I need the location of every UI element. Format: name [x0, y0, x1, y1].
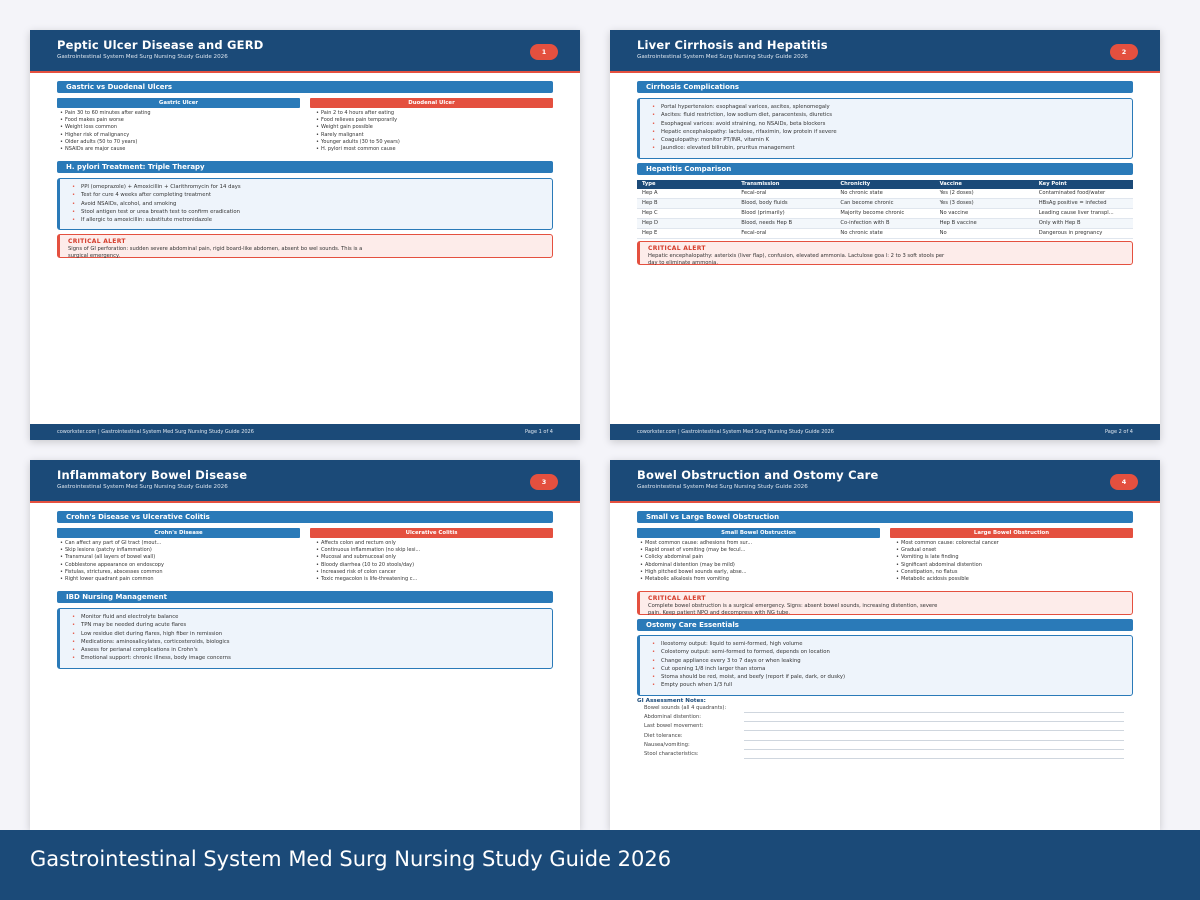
table-cell: Hep C: [637, 209, 736, 219]
table-cell: Dangerous in pregnancy: [1034, 229, 1133, 239]
list-item: • Mucosal and submucosal only: [316, 554, 559, 561]
page-footer: [610, 424, 1160, 440]
list-item: • Higher risk of malignancy: [60, 132, 303, 139]
footer-source: coworkster.com | Gastrointestinal System Med Surg Nursing Study Guide 2026: [637, 429, 834, 435]
table-cell: Yes (2 doses): [935, 189, 1034, 199]
list-item: • Toxic megacolon is life-threatening c...: [316, 576, 559, 583]
assessment-note-field[interactable]: [644, 723, 1124, 732]
list-item: • Constipation, no flatus: [896, 569, 1139, 576]
column-header-gastric: Gastric Ulcer: [57, 98, 300, 108]
list-item: • Colostomy output: semi-formed to formed, depends on location: [652, 648, 1132, 656]
table-cell: Hep D: [637, 219, 736, 229]
page-subtitle: Gastrointestinal System Med Surg Nursing Study Guide 2026: [57, 54, 228, 60]
assessment-note-field[interactable]: [644, 751, 1124, 760]
list-item: • Older adults (50 to 70 years): [60, 139, 303, 146]
note-label: Stool characteristics:: [644, 751, 699, 757]
page-title: Bowel Obstruction and Ostomy Care: [637, 468, 879, 482]
table-cell: Blood (primarily): [736, 209, 835, 219]
column-header-lbo: Large Bowel Obstruction: [890, 528, 1133, 538]
triple-therapy-box: [57, 178, 553, 230]
page-4: [610, 460, 1160, 830]
list-item: • Vomiting is late finding: [896, 554, 1139, 561]
section-heading: H. pylori Treatment: Triple Therapy: [57, 161, 553, 173]
table-row: [637, 219, 1133, 229]
page-header: [30, 30, 580, 73]
sbo-list: [640, 540, 883, 583]
table-cell: No chronic state: [835, 229, 934, 239]
page-header: [610, 460, 1160, 503]
alert-text: Complete bowel obstruction is a surgical emergency. Signs: absent bowel sounds, increasing distention, severe pain. Keep patient NPO and decompress with NG tube.: [648, 603, 938, 616]
list-item: • Pain 30 to 60 minutes after eating: [60, 110, 303, 117]
section-heading: Hepatitis Comparison: [637, 163, 1133, 175]
list-item: • Jaundice: elevated bilirubin, pruritus management: [652, 144, 1132, 152]
list-item: • Significant abdominal distention: [896, 562, 1139, 569]
list-item: • Hepatic encephalopathy: lactulose, rifaximin, low protein if severe: [652, 128, 1132, 136]
list-item: • H. pylori most common cause: [316, 146, 559, 153]
list-item: • Change appliance every 3 to 7 days or when leaking: [652, 657, 1132, 665]
table-cell: Hep A: [637, 189, 736, 199]
critical-alert: [57, 234, 553, 258]
column-header-crohns: Crohn's Disease: [57, 528, 300, 538]
assessment-note-field[interactable]: [644, 742, 1124, 751]
list-item: • Portal hypertension: esophageal varices, ascites, splenomegaly: [652, 103, 1132, 111]
list-item: • Food relieves pain temporarily: [316, 117, 559, 124]
alert-title: CRITICAL ALERT: [68, 238, 126, 245]
list-item: • Medications: aminosalicylates, corticosteroids, biologics: [72, 638, 552, 646]
critical-alert: [637, 241, 1133, 265]
table-cell: Fecal-oral: [736, 229, 835, 239]
column-header: Transmission: [736, 180, 835, 189]
page-footer: [30, 424, 580, 440]
critical-alert: [637, 591, 1133, 615]
duodenal-list: [316, 110, 559, 153]
assessment-note-field[interactable]: [644, 733, 1124, 742]
assessment-notes-title: GI Assessment Notes:: [637, 698, 706, 704]
list-item: • Avoid NSAIDs, alcohol, and smoking: [72, 200, 552, 208]
table-row: [637, 209, 1133, 219]
banner-title: Gastrointestinal System Med Surg Nursing Study Guide 2026: [30, 847, 672, 871]
ibd-management-box: [57, 608, 553, 669]
list-item: • Transmural (all layers of bowel wall): [60, 554, 303, 561]
list-item: • Can affect any part of GI tract (mout...: [60, 540, 303, 547]
footer-page-number: Page 2 of 4: [1104, 429, 1133, 435]
table-cell: Contaminated food/water: [1034, 189, 1133, 199]
list-item: • Colicky abdominal pain: [640, 554, 883, 561]
table-cell: Can become chronic: [835, 199, 934, 209]
assessment-note-field[interactable]: [644, 705, 1124, 714]
page-number-badge: 2: [1110, 44, 1138, 60]
note-label: Abdominal distention:: [644, 714, 701, 720]
list-item: • If allergic to amoxicillin: substitute metronidazole: [72, 216, 552, 224]
list-item: • Rapid onset of vomiting (may be fecul...: [640, 547, 883, 554]
list-item: • Test for cure 4 weeks after completing treatment: [72, 191, 552, 199]
list-item: • Skip lesions (patchy inflammation): [60, 547, 303, 554]
list-item: • Most common cause: adhesions from sur...: [640, 540, 883, 547]
table-cell: Leading cause liver transpl...: [1034, 209, 1133, 219]
list-item: • Monitor fluid and electrolyte balance: [72, 613, 552, 621]
list-item: • Pain 2 to 4 hours after eating: [316, 110, 559, 117]
list-item: • Cobblestone appearance on endoscopy: [60, 562, 303, 569]
table-cell: Yes (3 doses): [935, 199, 1034, 209]
section-heading: Small vs Large Bowel Obstruction: [637, 511, 1133, 523]
note-label: Diet tolerance:: [644, 733, 683, 739]
list-item: • Ascites: fluid restriction, low sodium diet, paracentesis, diuretics: [652, 111, 1132, 119]
list-item: • Empty pouch when 1/3 full: [652, 681, 1132, 689]
list-item: • TPN may be needed during acute flares: [72, 621, 552, 629]
list-item: • Abdominal distention (may be mild): [640, 562, 883, 569]
column-header: Type: [637, 180, 736, 189]
alert-title: CRITICAL ALERT: [648, 595, 706, 602]
column-header: Chronicity: [835, 180, 934, 189]
list-item: • Increased risk of colon cancer: [316, 569, 559, 576]
table-cell: Blood, needs Hep B: [736, 219, 835, 229]
uc-list: [316, 540, 559, 583]
page-3: [30, 460, 580, 830]
page-number-badge: 4: [1110, 474, 1138, 490]
list-item: • Cut opening 1/8 inch larger than stoma: [652, 665, 1132, 673]
write-in-line: [744, 730, 1124, 731]
page-title: Peptic Ulcer Disease and GERD: [57, 38, 264, 52]
list-item: • High pitched bowel sounds early, abse...: [640, 569, 883, 576]
ostomy-care-box: [637, 635, 1133, 696]
page-title: Liver Cirrhosis and Hepatitis: [637, 38, 828, 52]
note-label: Last bowel movement:: [644, 723, 704, 729]
table-cell: No chronic state: [835, 189, 934, 199]
list-item: • Bloody diarrhea (10 to 20 stools/day): [316, 562, 559, 569]
alert-title: CRITICAL ALERT: [648, 245, 706, 252]
hepatitis-table: [637, 180, 1133, 239]
page-1: [30, 30, 580, 440]
list-item: • Assess for perianal complications in Crohn's: [72, 646, 552, 654]
column-header-sbo: Small Bowel Obstruction: [637, 528, 880, 538]
list-item: • Emotional support: chronic illness, body image concerns: [72, 654, 552, 662]
note-label: Nausea/vomiting:: [644, 742, 690, 748]
list-item: • Ileostomy output: liquid to semi-formed, high volume: [652, 640, 1132, 648]
table-cell: Hep E: [637, 229, 736, 239]
list-item: • Affects colon and rectum only: [316, 540, 559, 547]
alert-text: Hepatic encephalopathy: asterixis (liver flap), confusion, elevated ammonia. Lactulose goa l: 2 to 3 soft stools per day to eliminate ammonia.: [648, 253, 945, 266]
write-in-line: [744, 740, 1124, 741]
list-item: • Stoma should be red, moist, and beefy (report if pale, dark, or dusky): [652, 673, 1132, 681]
table-header-row: [637, 180, 1133, 189]
list-item: • Younger adults (30 to 50 years): [316, 139, 559, 146]
list-item: • Weight gain possible: [316, 124, 559, 131]
list-item: • Most common cause: colorectal cancer: [896, 540, 1139, 547]
list-item: • Weight loss common: [60, 124, 303, 131]
table-cell: Majority become chronic: [835, 209, 934, 219]
table-cell: Co-infection with B: [835, 219, 934, 229]
page-header: [30, 460, 580, 503]
section-heading: Crohn's Disease vs Ulcerative Colitis: [57, 511, 553, 523]
list-item: • Rarely malignant: [316, 132, 559, 139]
write-in-line: [744, 712, 1124, 713]
table-row: [637, 229, 1133, 239]
list-item: • Esophageal varices: avoid straining, no NSAIDs, beta blockers: [652, 120, 1132, 128]
section-heading: Gastric vs Duodenal Ulcers: [57, 81, 553, 93]
page-2: [610, 30, 1160, 440]
table-cell: HBsAg positive = infected: [1034, 199, 1133, 209]
page-subtitle: Gastrointestinal System Med Surg Nursing Study Guide 2026: [57, 484, 228, 490]
footer-source: coworkster.com | Gastrointestinal System Med Surg Nursing Study Guide 2026: [57, 429, 254, 435]
list-item: • Metabolic acidosis possible: [896, 576, 1139, 583]
list-item: • Stool antigen test or urea breath test to confirm eradication: [72, 208, 552, 216]
section-heading: Ostomy Care Essentials: [637, 619, 1133, 631]
page-number-badge: 1: [530, 44, 558, 60]
note-label: Bowel sounds (all 4 quadrants):: [644, 705, 727, 711]
page-title: Inflammatory Bowel Disease: [57, 468, 248, 482]
table-cell: Blood, body fluids: [736, 199, 835, 209]
write-in-line: [744, 758, 1124, 759]
list-item: • Fistulas, strictures, abscesses common: [60, 569, 303, 576]
cirrhosis-complications-box: [637, 98, 1133, 159]
table-cell: No: [935, 229, 1034, 239]
write-in-line: [744, 721, 1124, 722]
section-heading: Cirrhosis Complications: [637, 81, 1133, 93]
assessment-note-field[interactable]: [644, 714, 1124, 723]
footer-page-number: Page 1 of 4: [524, 429, 553, 435]
crohns-list: [60, 540, 303, 583]
column-header-uc: Ulcerative Colitis: [310, 528, 553, 538]
list-item: • NSAIDs are major cause: [60, 146, 303, 153]
bottom-banner: [0, 830, 1200, 900]
page-subtitle: Gastrointestinal System Med Surg Nursing Study Guide 2026: [637, 54, 808, 60]
list-item: • PPI (omeprazole) + Amoxicillin + Clarithromycin for 14 days: [72, 183, 552, 191]
table-cell: Hep B: [637, 199, 736, 209]
table-row: [637, 199, 1133, 209]
list-item: • Food makes pain worse: [60, 117, 303, 124]
list-item: • Right lower quadrant pain common: [60, 576, 303, 583]
page-number-badge: 3: [530, 474, 558, 490]
list-item: • Metabolic alkalosis from vomiting: [640, 576, 883, 583]
section-heading: IBD Nursing Management: [57, 591, 553, 603]
column-header: Key Point: [1034, 180, 1133, 189]
column-header-duodenal: Duodenal Ulcer: [310, 98, 553, 108]
alert-text: Signs of GI perforation: sudden severe abdominal pain, rigid board-like abdomen, absent bo wel sounds. This is a surgical emergency.: [68, 246, 363, 259]
list-item: • Gradual onset: [896, 547, 1139, 554]
table-cell: Fecal-oral: [736, 189, 835, 199]
lbo-list: [896, 540, 1139, 583]
page-header: [610, 30, 1160, 73]
gastric-list: [60, 110, 303, 153]
page-subtitle: Gastrointestinal System Med Surg Nursing Study Guide 2026: [637, 484, 808, 490]
table-cell: Only with Hep B: [1034, 219, 1133, 229]
table-cell: No vaccine: [935, 209, 1034, 219]
table-row: [637, 189, 1133, 199]
list-item: • Low residue diet during flares, high fiber in remission: [72, 630, 552, 638]
column-header: Vaccine: [935, 180, 1034, 189]
write-in-line: [744, 749, 1124, 750]
table-cell: Hep B vaccine: [935, 219, 1034, 229]
list-item: • Continuous inflammation (no skip lesi...: [316, 547, 559, 554]
list-item: • Coagulopathy: monitor PT/INR, vitamin K: [652, 136, 1132, 144]
